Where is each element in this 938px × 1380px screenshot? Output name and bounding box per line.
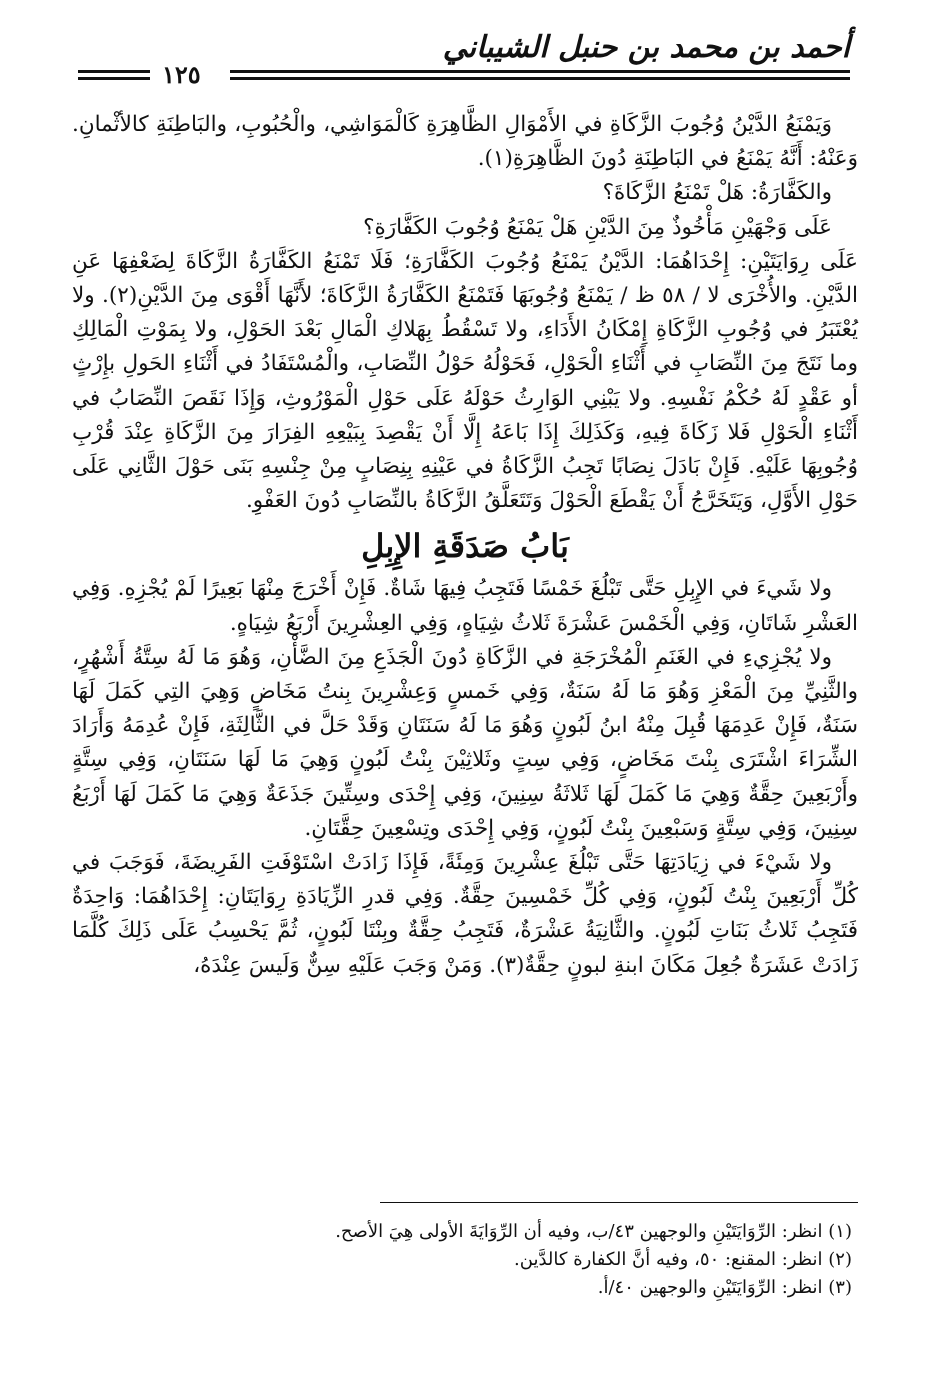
paragraph: ولا يُجْزِيءِ في الغَنَمِ الْمُخْرَجَةِ في الزَّكَاةِ دُونَ الْجَذَعِ مِنَ الضَّأْنِ، وَهُوَ مَا لَهُ سِتَّةُ أَشْهُرٍ، والثَّنِيِّ مِنَ الْمَعْزِ وَهُوَ مَا لَهُ سَنَةٌ، وَفِي خَمسٍ وَعِشْرِينَ بِنتُ مَخَاضٍ وَهِيَ التِي كَمَلَ لَهَا سَنَةٌ، فَإِنْ عَدِمَهَا قُبِلَ مِنْهُ ابنُ لَبُونٍ وَهُوَ مَا لَهُ سَنَتَانِ وَقَدْ حَلَّ في الثَّالِثَةِ، فَإِنْ عُدِمَهُ وَأَرَادَ الشِّرَاءَ اشْتَرَى بِنْتَ مَخَاضٍ، وَفِي سِتٍ وثَلاثِيْنَ بِنْتُ لَبُونٍ وَهِيَ مَا لَهَا سَنَتَانِ، وَفِي سِتَّةٍ وأَرْبَعِينَ حِقَّةٌ وَهِيَ مَا كَمَلَ لَهَا ثَلاثَةُ سِنِينَ، وَفِي إِحْدَى وسِتِّينَ جَذَعَةٌ وَهِيَ مَا كَمَلَ لَهَا أَرْبَعُ سِنِينَ، وَفِي سِتَّةٍ وَسَبْعِينَ بِنْتُ لَبُونٍ، وَفِي إِحْدَى وتِسْعِينَ حِقَّتَانِ. (72, 644, 858, 841)
main-text (72, 108, 858, 983)
paragraph: عَلَى رِوَايَتَيْنِ: إِحْدَاهُمَا: الدَّيْنُ يَمْنَعُ وُجُوبَ الكَفَّارَةِ؛ فَلَا تَمْنَعُ الكَفَّارَةُ الزَّكَاةَ لِضَعْفِهَا عَنِ الدَّيْنِ. والأُخْرَى لا / ٥٨ ظ / يَمْنَعُ وُجُوبَهَا فَتَمْنَعُ الكَفَّارَةُ الزَّكَاةَ؛ لأَنَّهَا أَقْوَى مِنَ الدَّيْنِ(٢). ولا يُعْتَبَرُ في وُجُوبِ الزَّكَاةِ إِمْكَانُ الأَدَاءِ، ولا تَسْقُطُ بِهَلاكِ الْمَالِ بَعْدَ الحَوْلِ، ولا بِمَوْتِ الْمَالِكِ وما نَتَجَ مِنَ النِّصَابِ في أَثْنَاءِ الْحَوْلِ، فَحَوْلُهُ حَوْلُ النِّصَابِ، والْمُسْتَفَادُ في أَثْنَاءِ الحَولِ بإِرْثٍ أو عَقْدٍ لَهُ حُكْمُ نَفْسِهِ. ولا يَبْنِي الوَارِثُ حَوْلَهُ عَلَى حَوْلِ الْمَوْرُوثِ، وَإِذَا نَقَصَ النِّصَابُ في أَثْنَاءِ الْحَوْلِ فَلا زَكَاةَ فِيهِ، وَكَذَلِكَ إِذَا بَاعَهُ إِلَّا أَنْ يَقْصِدَ بِبَيْعِهِ الفِرَارَ مِنَ الزَّكَاةِ عِنْدَ قُرْبِ وُجُوبِهَا عَلَيْهِ. فَإِنْ بَادَلَ نِصَابًا تَجِبُ الزَّكَاةُ في عَيْنِهِ بِنِصَابٍ مِنْ جِنْسِهِ بَنَى حَوْلَ الثَّانِي عَلَى حَوْلِ الأَوَّلِ، وَيَتَخَرَّجُ أَنْ يَقْطَعَ الْحَوْلَ وَتَتَعَلَّقُ الزَّكَاةُ بالنِّصَابِ دُونَ العَفْوِ. (72, 248, 858, 514)
paragraph: ولا شَيْءَ في زِيَادَتِهَا حَتَّى تَبْلُغَ عِشْرِينَ وَمِئَةً، فَإِذَا زَادَتْ اسْتَوْفَتِ الفَرِيضَةَ، فَوَجَبَ في كُلِّ أَرْبَعِينَ بِنْتُ لَبُونٍ، وَفِي كُلِّ خَمْسِينَ حِقَّةٌ. وَفِي قدرِ الزِّيَادَةِ رِوَايَتَانِ: إِحْدَاهُمَا: وَاحِدَةٌ فَتَجِبُ ثَلاثُ بَنَاتِ لَبُونٍ. والثَّانِيَةُ عَشْرَةٌ، فَتَجِبُ حِقَّةٌ وبِنْتَا لَبُونٍ، ثُمَّ يَحْسِبُ عَلَى ذَلِكَ كُلَّمَا زَادَتْ عَشَرَةٌ جُعِلَ مَكَانَ ابنةِ لبونٍ حِقَّةٌ(٣). وَمَنْ وَجَبَ عَلَيْهِ سِنٌّ وَلَيسَ عِنْدَهُ، (72, 850, 858, 978)
paragraph: ولا شَيءَ في الإِبِلِ حَتَّى تَبْلُغَ خَمْسًا فَتَجِبُ فِيهَا شَاةٌ. فَإِنْ أَخْرَجَ مِنْهَا بَعِيرًا لَمْ يُجْزِهِ. وَفِي العَشْرِ شَاتَانِ، وَفِي الْخَمْسَ عَشْرَةَ ثَلاثُ شِيَاهٍ، وَفِي العِشْرِينَ أَرْبَعُ شِيَاهٍ. (72, 576, 858, 636)
section-heading: بَابُ صَدَقَةِ الإِبِلِ (361, 527, 569, 566)
page-number: ١٢٥ (162, 60, 201, 89)
footnotes (72, 1218, 852, 1302)
running-title: أحمد بن محمد بن حنبل الشيباني (442, 30, 850, 65)
header-double-rule-right (230, 70, 850, 80)
footnote-separator (380, 1202, 858, 1203)
header-double-rule-left (78, 70, 150, 80)
footnote-1: (١) انظر: الرِّوَايَتَيْنِ والوجهين ٤٣/ب، وفيه أن الرِّوَايَةَ الأولى هِيَ الأصح. (335, 1221, 852, 1242)
footnote-2: (٢) انظر: المقنع: ٥٠، وفيه أنَّ الكفارة كالدَّين. (514, 1249, 852, 1270)
paragraph: عَلَى وَجْهَيْنِ مَأْخُوذٌ مِنَ الدَّيْنِ هَلْ يَمْنَعُ وُجُوبَ الكَفَّارَةِ؟ (363, 214, 832, 240)
footnote-3: (٣) انظر: الرِّوَايَتَيْنِ والوجهين ٤٠/أ. (597, 1277, 852, 1298)
paragraph: وَيَمْنَعُ الدَّيْنُ وُجُوبَ الزَّكَاةِ في الأَمْوَالِ الظَّاهِرَةِ كَالْمَوَاشِي، والْحُبُوبِ، والبَاطِنَةِ كالأثْمانِ. وَعَنْهُ: أَنَّهُ يَمْنَعُ في البَاطِنَةِ دُونَ الظَّاهِرَةِ(١). (72, 112, 858, 172)
paragraph: والكَفَّارَةُ: هَلْ تَمْنَعُ الزَّكَاةَ؟ (602, 180, 832, 206)
page-header (70, 30, 850, 100)
